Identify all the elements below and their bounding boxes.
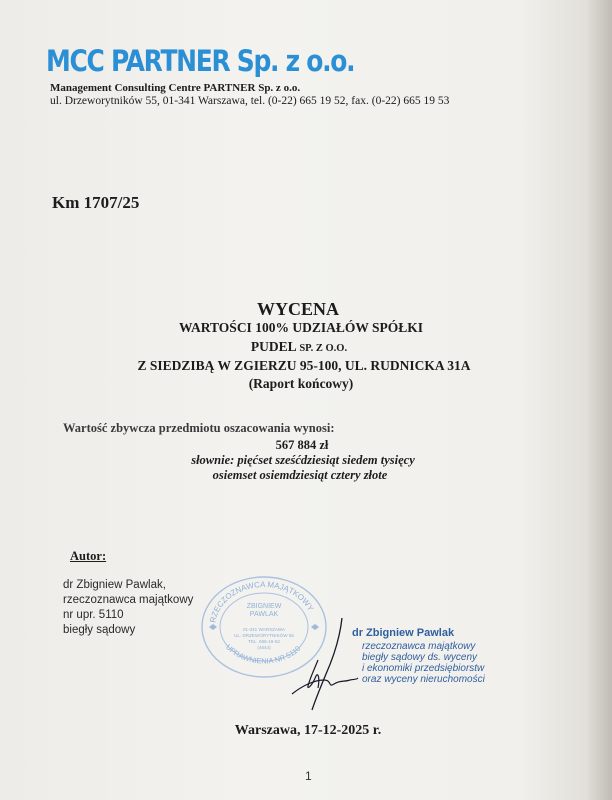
reference-number: Km 1707/25 — [52, 193, 140, 212]
valuation-amount: 567 884 zł — [275, 438, 329, 452]
title-line-3: Z SIEDZIBĄ W ZGIERZU 95-100, UL. RUDNICKA 31A — [137, 358, 471, 373]
place-and-date: Warszawa, 17-12-2025 r. — [234, 723, 382, 738]
valuation-words-line-2: osiemset osiemdziesiąt cztery złote — [212, 468, 388, 482]
handwritten-signature — [288, 616, 360, 712]
title-line-1: WARTOŚCI 100% UDZIAŁÓW SPÓŁKI — [179, 320, 423, 335]
company-address: ul. Drzeworytników 55, 01-341 Warszawa, tel. (0-22) 665 19 52, fax. (0-22) 665 19 53 — [50, 95, 450, 107]
stamp-ring-bottom-text: UPRAWNIENIA NR 5110 — [223, 642, 303, 666]
stamp-line-3: TEL. 665-19-52 — [248, 639, 280, 644]
company-name: PUDEL — [250, 339, 296, 354]
title-line-4: (Raport końcowy) — [248, 376, 354, 391]
name-stamp-line-3: i ekonomiki przedsiębiorstw — [362, 663, 485, 674]
author-name: dr Zbigniew Pawlak, — [63, 579, 166, 591]
name-stamp-name: dr Zbigniew Pawlak — [352, 627, 455, 639]
name-stamp-line-1: rzeczoznawca majątkowy — [362, 641, 476, 652]
stamp-name-2: PAWLAK — [249, 611, 279, 618]
valuation-label: Wartość zbywcza przedmiotu oszacowania wynosi: — [63, 421, 335, 435]
author-role: biegły sądowy — [63, 624, 136, 636]
name-stamp-line-4: oraz wyceny nieruchomości — [362, 674, 485, 685]
page-edge-shadow — [586, 0, 612, 800]
author-registration: nr upr. 5110 — [63, 609, 124, 621]
stamp-name-1: ZBIGNIEW — [246, 603, 282, 610]
stamp-line-4: (4644) — [257, 645, 271, 650]
stamp-line-2: UL. DRZEWORYTNIKÓW 55 — [234, 633, 294, 638]
stamp-star-left-icon — [209, 624, 217, 630]
document-title: WYCENA — [256, 299, 339, 319]
name-stamp-line-2: biegły sądowy ds. wyceny — [362, 652, 478, 663]
title-line-2 — [0, 339, 605, 355]
author-heading: Autor: — [70, 549, 107, 563]
company-logo: MCC PARTNER Sp. z o.o. — [46, 44, 355, 78]
company-full-name: Management Consulting Centre PARTNER Sp. z o.o. — [50, 82, 301, 94]
company-suffix: SP. Z O.O. — [299, 343, 348, 354]
page-number: 1 — [305, 769, 312, 783]
author-title: rzeczoznawca majątkowy — [63, 594, 194, 606]
valuation-words-line-1: słownie: pięćset sześćdziesiąt siedem tysięcy — [191, 453, 415, 467]
stamp-line-1: 01-341 WARSZAWA — [242, 627, 286, 632]
stamp-ring-top-text: RZECZOZNAWCA MAJĄTKOWY — [208, 579, 316, 624]
